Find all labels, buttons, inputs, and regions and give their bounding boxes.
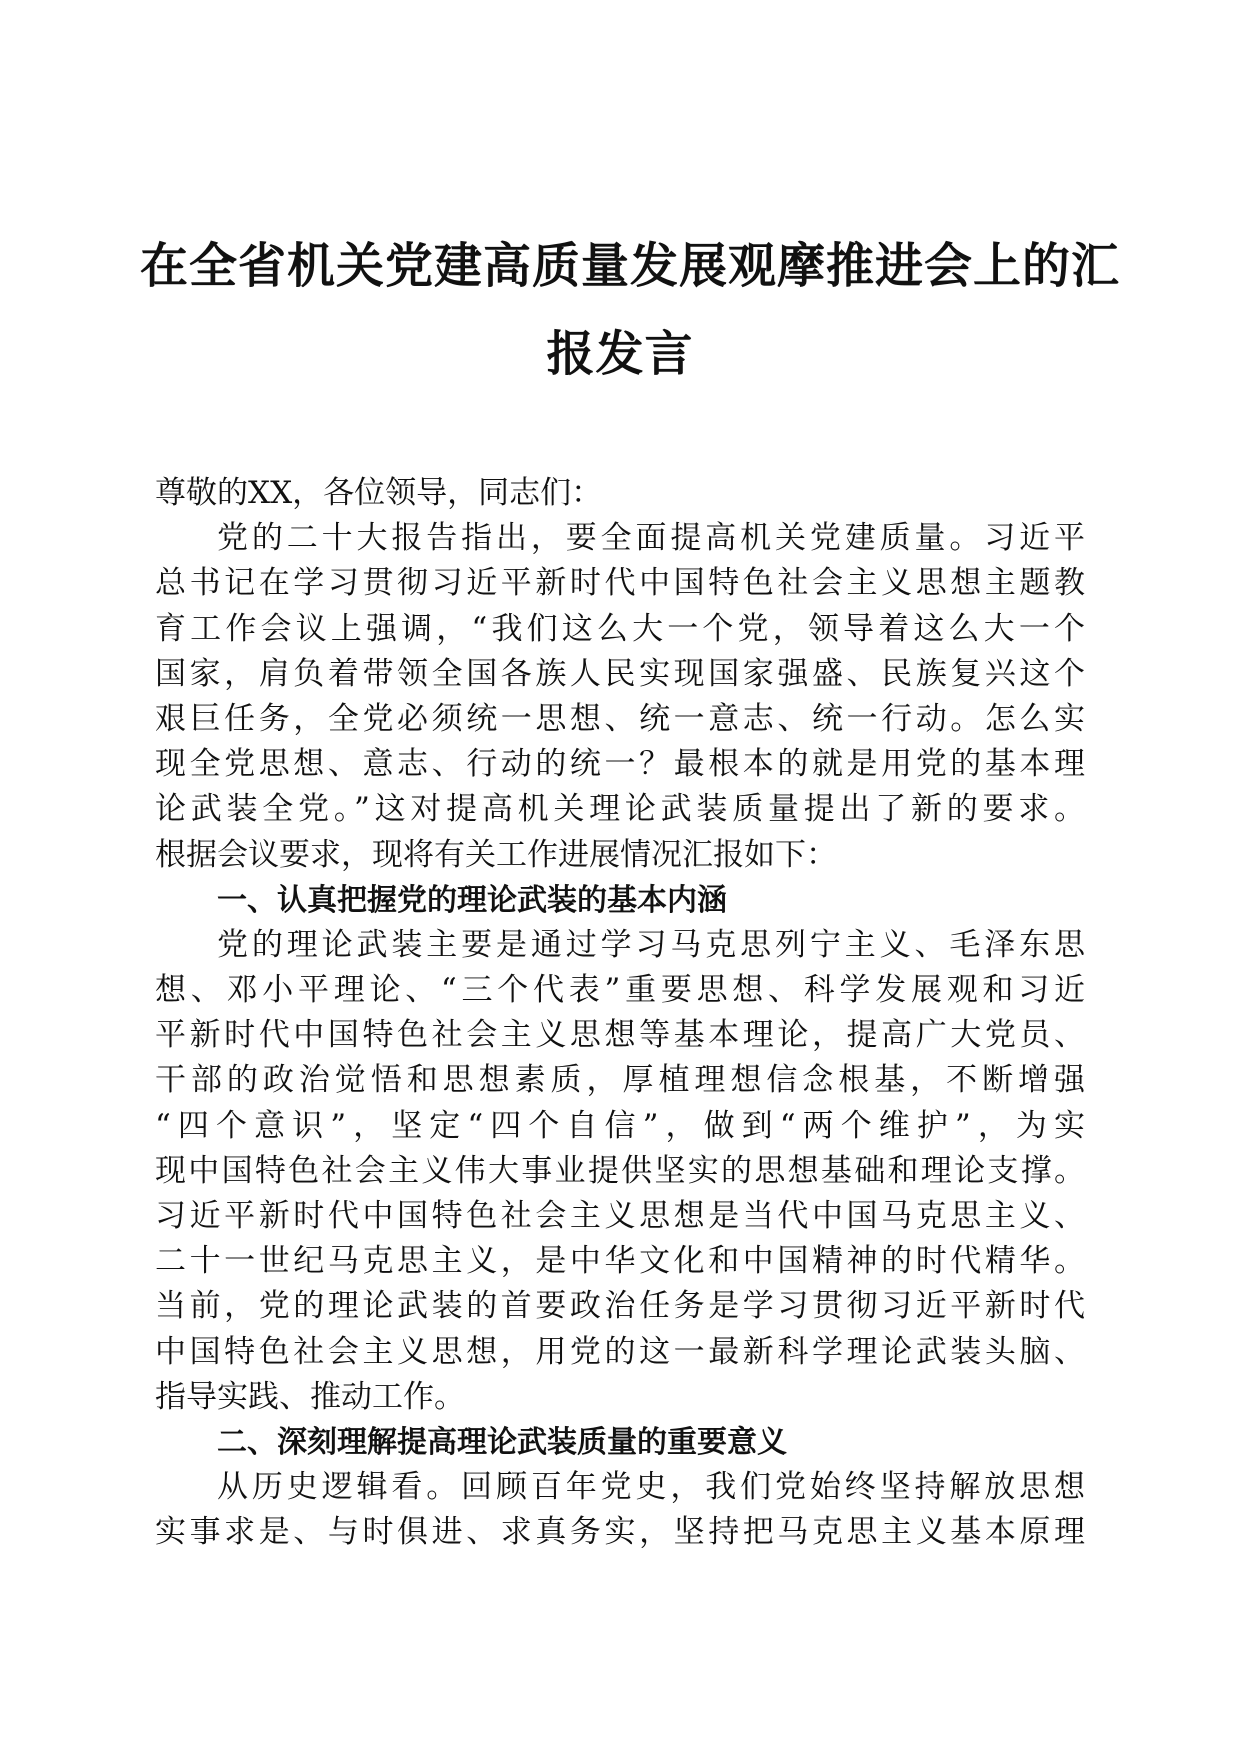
document-body — [155, 471, 1085, 1556]
paragraph-line: 育工作会议上强调，“我们这么大一个党，领导着这么大一个 — [155, 610, 1085, 647]
paragraph-line: 从历史逻辑看。回顾百年党史，我们党始终坚持解放思想 — [217, 1469, 1085, 1506]
section-heading-1: 一、认真把握党的理论武装的基本内涵 — [217, 882, 727, 918]
title-line-2: 报发言 — [546, 326, 694, 382]
paragraph-line: 中国特色社会主义思想，用党的这一最新科学理论武装头脑、 — [155, 1333, 1085, 1370]
paragraph-line: “四个意识”，坚定“四个自信”，做到“两个维护”，为实 — [155, 1107, 1085, 1144]
paragraph-line: 现中国特色社会主义伟大事业提供坚实的思想基础和理论支撑。 — [155, 1152, 1085, 1189]
paragraph-line: 党的二十大报告指出，要全面提高机关党建质量。习近平 — [217, 520, 1085, 557]
paragraph-line: 平新时代中国特色社会主义思想等基本理论，提高广大党员、 — [155, 1017, 1085, 1054]
paragraph-line: 习近平新时代中国特色社会主义思想是当代中国马克思主义、 — [155, 1198, 1085, 1234]
paragraph-line: 实事求是、与时俱进、求真务实，坚持把马克思主义基本原理 — [155, 1514, 1085, 1551]
paragraph-line: 国家，肩负着带领全国各族人民实现国家强盛、民族复兴这个 — [155, 655, 1085, 692]
paragraph-line: 干部的政治觉悟和思想素质，厚植理想信念根基，不断增强 — [155, 1062, 1085, 1099]
paragraph-line: 当前，党的理论武装的首要政治任务是学习贯彻习近平新时代 — [155, 1288, 1085, 1325]
paragraph-line: 根据会议要求，现将有关工作进展情况汇报如下： — [155, 836, 837, 873]
salutation: 尊敬的XX，各位领导，同志们： — [155, 475, 603, 511]
paragraph-line: 艰巨任务，全党必须统一思想、统一意志、统一行动。怎么实 — [155, 700, 1085, 737]
paragraph-line: 现全党思想、意志、行动的统一？最根本的就是用党的基本理 — [155, 746, 1085, 783]
paragraph-line: 想、邓小平理论、“三个代表”重要思想、科学发展观和习近 — [155, 972, 1085, 1009]
title-line-1: 在全省机关党建高质量发展观摩推进会上的汇 — [140, 238, 1121, 294]
paragraph-line: 论武装全党。”这对提高机关理论武装质量提出了新的要求。 — [155, 791, 1085, 828]
paragraph-line: 二十一世纪马克思主义，是中华文化和中国精神的时代精华。 — [155, 1243, 1085, 1280]
paragraph-line: 指导实践、推动工作。 — [155, 1378, 465, 1415]
paragraph-line: 党的理论武装主要是通过学习马克思列宁主义、毛泽东思 — [217, 926, 1085, 963]
section-heading-2: 二、深刻理解提高理论武装质量的重要意义 — [217, 1424, 787, 1460]
paragraph-line: 总书记在学习贯彻习近平新时代中国特色社会主义思想主题教 — [155, 565, 1085, 602]
document-title — [140, 222, 1121, 398]
